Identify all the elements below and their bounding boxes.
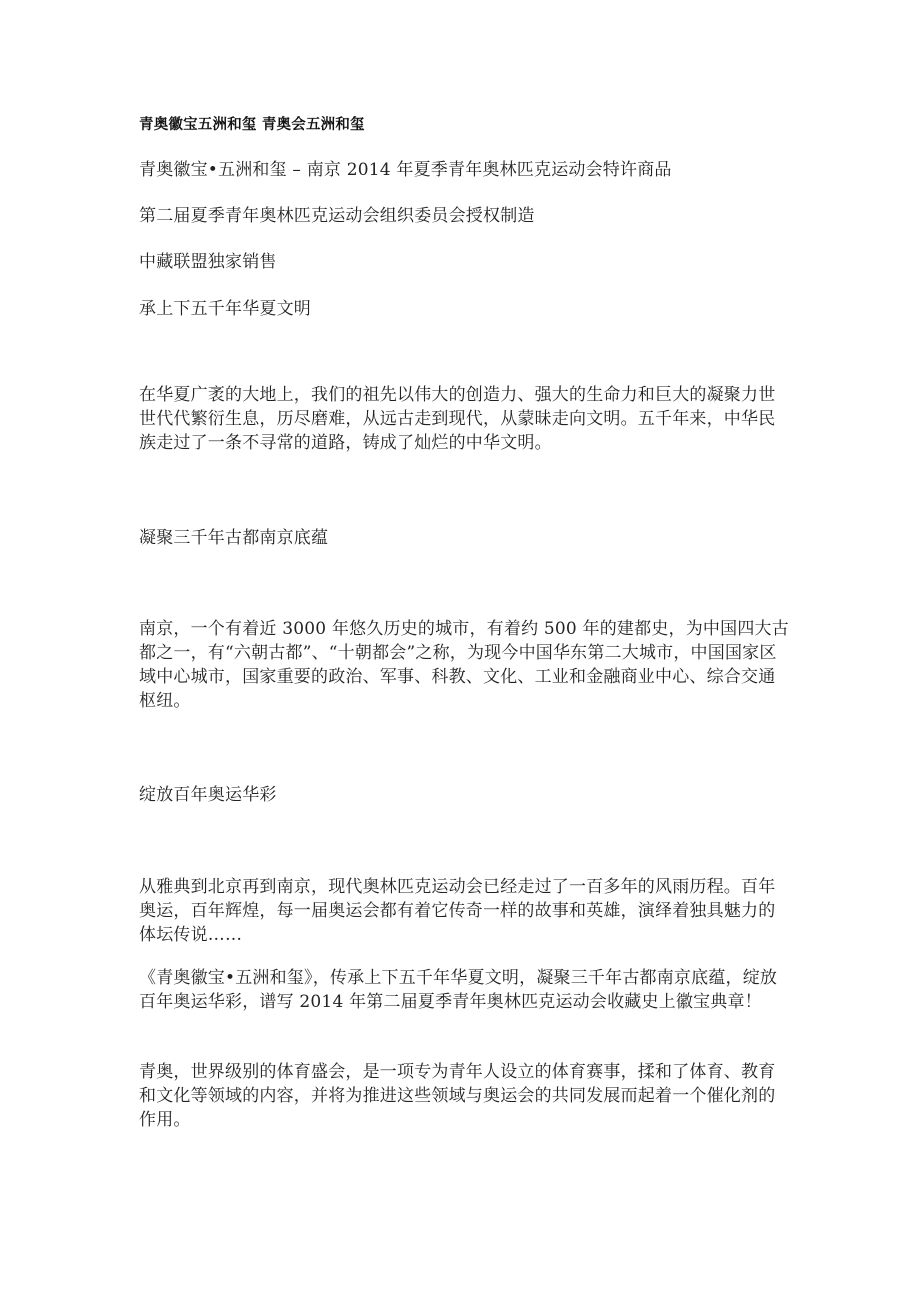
authorization-line: 第二届夏季青年奥林匹克运动会组织委员会授权制造 (139, 206, 535, 226)
section1-heading: 承上下五千年华夏文明 (139, 299, 311, 319)
section3-heading: 绽放百年奥运华彩 (139, 785, 277, 805)
section2-heading: 凝聚三千年古都南京底蕴 (139, 528, 329, 548)
section2-body: 南京，一个有着近 3000 年悠久历史的城市，有着约 500 年的建都史，为中国四大古都之一，有“六朝古都”、“十朝都会”之称，为现今中国华东第二大城市，中国国家区域中心城市，国家重要的政治、军事、科教、文化、工业和金融商业中心、综合交通枢纽。 (139, 619, 789, 711)
youth-olympics-paragraph: 青奥，世界级别的体育盛会，是一项专为青年人设立的体育赛事，揉和了体育、教育和文化等领域的内容，并将为推进这些领域与奥运会的共同发展而起着一个催化剂的作用。 (139, 1062, 776, 1130)
document-title: 青奥徽宝五洲和玺 青奥会五洲和玺 (139, 117, 365, 133)
section3-body: 从雅典到北京再到南京，现代奥林匹克运动会已经走过了一百多年的风雨历程。百年奥运，百年辉煌，每一届奥运会都有着它传奇一样的故事和英雄，演绎着独具魅力的体坛传说…… (139, 877, 776, 945)
distributor-line: 中藏联盟独家销售 (139, 252, 277, 272)
summary-paragraph: 《青奥徽宝•五洲和玺》，传承上下五千年华夏文明，凝聚三千年古都南京底蕴，绽放百年奥运华彩，谱写 2014 年第二届夏季青年奥林匹克运动会收藏史上徽宝典章！ (139, 968, 778, 1012)
document-subtitle: 青奥徽宝•五洲和玺 – 南京 2014 年夏季青年奥林匹克运动会特许商品 (139, 160, 672, 180)
section1-body: 在华夏广袤的大地上，我们的祖先以伟大的创造力、强大的生命力和巨大的凝聚力世世代代繁衍生息，历尽磨难，从远古走到现代，从蒙昧走向文明。五千年来，中华民族走过了一条不寻常的道路，铸成了灿烂的中华文明。 (139, 385, 776, 453)
